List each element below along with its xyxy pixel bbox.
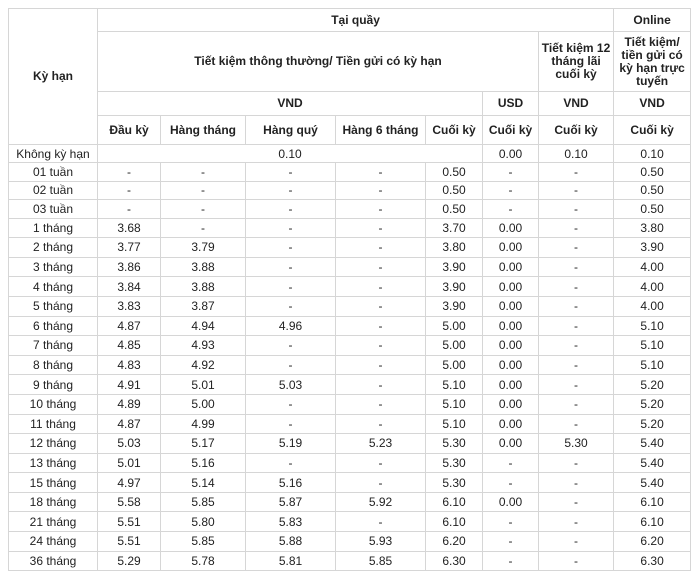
rate-cell: 5.93 [336, 532, 426, 552]
rate-cell: 5.30 [426, 473, 483, 493]
term-label: 4 tháng [9, 277, 98, 297]
rate-cell: - [539, 200, 614, 218]
rate-cell: - [539, 238, 614, 258]
rate-cell: - [483, 512, 539, 532]
rate-cell: - [539, 453, 614, 473]
table-row [9, 512, 691, 532]
table-row [9, 394, 691, 414]
rate-cell: - [539, 163, 614, 181]
table-row [9, 532, 691, 552]
interest-rate-table [8, 8, 691, 571]
rate-cell: 4.00 [614, 257, 691, 277]
rate-cell: 0.00 [483, 336, 539, 356]
rate-cell: 0.50 [426, 181, 483, 199]
rate-cell: 0.50 [614, 163, 691, 181]
rate-cell: 5.10 [614, 336, 691, 356]
table-row [9, 200, 691, 218]
term-label: 8 tháng [9, 355, 98, 375]
rate-cell: 0.10 [614, 145, 691, 163]
usd-currency-header: USD [483, 92, 539, 116]
rate-cell: 0.00 [483, 238, 539, 258]
rate-cell: - [336, 336, 426, 356]
rate-cell: - [336, 473, 426, 493]
rate-cell: 5.00 [426, 336, 483, 356]
col-header-cuoi-ky-usd: Cuối kỳ [483, 116, 539, 145]
term-label: 7 tháng [9, 336, 98, 356]
rate-cell: 0.10 [98, 145, 483, 163]
rate-cell: - [539, 492, 614, 512]
term-label: 3 tháng [9, 257, 98, 277]
rate-cell: 5.92 [336, 492, 426, 512]
term-label: 18 tháng [9, 492, 98, 512]
table-row [9, 355, 691, 375]
rate-cell: - [246, 296, 336, 316]
term-label: 21 tháng [9, 512, 98, 532]
rate-cell: 0.00 [483, 394, 539, 414]
rate-cell: - [246, 336, 336, 356]
col-header-hang-6-thang: Hàng 6 tháng [336, 116, 426, 145]
rate-cell: 4.93 [161, 336, 246, 356]
table-row [9, 473, 691, 493]
term-label: 10 tháng [9, 394, 98, 414]
rate-cell: - [246, 355, 336, 375]
savings-12m-header: Tiết kiệm 12 tháng lãi cuối kỳ [539, 32, 614, 92]
rate-cell: - [539, 296, 614, 316]
rate-cell: 5.16 [246, 473, 336, 493]
rate-cell: 4.87 [98, 414, 161, 434]
rate-cell: 3.86 [98, 257, 161, 277]
rate-cell: 6.30 [614, 551, 691, 571]
table-row [9, 257, 691, 277]
rate-cell: - [539, 336, 614, 356]
rate-cell: - [246, 257, 336, 277]
rate-cell: - [336, 316, 426, 336]
rate-cell: - [161, 200, 246, 218]
term-label: 1 tháng [9, 218, 98, 238]
rate-cell: 0.00 [483, 218, 539, 238]
rate-cell: 5.10 [426, 375, 483, 395]
rate-cell: 5.00 [426, 316, 483, 336]
rate-cell: - [336, 163, 426, 181]
table-row [9, 434, 691, 454]
rate-cell: - [539, 414, 614, 434]
rate-cell: 0.00 [483, 296, 539, 316]
rate-cell: - [336, 238, 426, 258]
rate-cell: - [539, 532, 614, 552]
table-row [9, 336, 691, 356]
rate-cell: 5.85 [336, 551, 426, 571]
rate-cell: 0.00 [483, 277, 539, 297]
rate-cell: - [336, 296, 426, 316]
rate-cell: 0.50 [614, 200, 691, 218]
rate-cell: - [246, 238, 336, 258]
rate-cell: - [246, 394, 336, 414]
rate-cell: 6.20 [614, 532, 691, 552]
rate-cell: - [336, 277, 426, 297]
rate-cell: 5.16 [161, 453, 246, 473]
rate-cell: 6.10 [426, 492, 483, 512]
rate-cell: 0.50 [426, 200, 483, 218]
rate-cell: 0.00 [483, 492, 539, 512]
term-label: 02 tuần [9, 181, 98, 199]
rate-cell: 3.79 [161, 238, 246, 258]
col-header-cuoi-ky-12m: Cuối kỳ [539, 116, 614, 145]
rate-cell: 5.10 [426, 414, 483, 434]
rate-cell: - [483, 473, 539, 493]
rate-cell: - [246, 200, 336, 218]
rate-cell: 4.99 [161, 414, 246, 434]
rate-cell: - [336, 218, 426, 238]
rate-cell: - [336, 512, 426, 532]
term-label: 5 tháng [9, 296, 98, 316]
rate-cell: - [336, 355, 426, 375]
rate-cell: - [246, 414, 336, 434]
rate-cell: 5.00 [426, 355, 483, 375]
rate-cell: - [539, 473, 614, 493]
rate-cell: - [539, 181, 614, 199]
col-header-cuoi-ky-online: Cuối kỳ [614, 116, 691, 145]
rate-cell: - [539, 277, 614, 297]
table-row [9, 181, 691, 199]
online-header: Online [614, 9, 691, 32]
rate-cell: 3.90 [426, 296, 483, 316]
term-header: Kỳ hạn [9, 9, 98, 145]
rate-cell: 5.85 [161, 532, 246, 552]
rate-cell: 4.97 [98, 473, 161, 493]
rate-cell: 3.90 [614, 238, 691, 258]
term-label: Không kỳ hạn [9, 145, 98, 163]
rate-cell: 5.81 [246, 551, 336, 571]
rate-cell: 3.84 [98, 277, 161, 297]
rate-cell: - [539, 257, 614, 277]
rate-cell: 4.91 [98, 375, 161, 395]
rate-cell: 0.00 [483, 316, 539, 336]
rate-cell: 5.10 [426, 394, 483, 414]
rate-cell: 5.40 [614, 434, 691, 454]
online-savings-header: Tiết kiệm/ tiền gửi có kỳ hạn trực tuyến [614, 32, 691, 92]
rate-cell: 4.00 [614, 296, 691, 316]
term-label: 13 tháng [9, 453, 98, 473]
rate-cell: 5.03 [98, 434, 161, 454]
rate-cell: 5.20 [614, 394, 691, 414]
col-header-hang-thang: Hàng tháng [161, 116, 246, 145]
rate-cell: 0.00 [483, 145, 539, 163]
col-header-dau-ky: Đầu kỳ [98, 116, 161, 145]
rate-cell: - [539, 375, 614, 395]
rate-cell: 0.00 [483, 414, 539, 434]
rate-cell: 3.88 [161, 277, 246, 297]
rate-cell: 4.85 [98, 336, 161, 356]
rate-cell: 5.78 [161, 551, 246, 571]
rate-cell: 4.94 [161, 316, 246, 336]
rate-cell: 5.40 [614, 473, 691, 493]
rate-cell: 5.23 [336, 434, 426, 454]
rate-cell: 5.83 [246, 512, 336, 532]
rate-cell: - [539, 512, 614, 532]
term-label: 2 tháng [9, 238, 98, 258]
rate-cell: - [336, 394, 426, 414]
rate-cell: 5.03 [246, 375, 336, 395]
rate-cell: 6.10 [614, 492, 691, 512]
rate-cell: - [336, 257, 426, 277]
term-label: 11 tháng [9, 414, 98, 434]
term-label: 12 tháng [9, 434, 98, 454]
rate-cell: 3.77 [98, 238, 161, 258]
regular-savings-header: Tiết kiệm thông thường/ Tiền gửi có kỳ hạn [98, 32, 539, 92]
rate-cell: - [483, 181, 539, 199]
rate-cell: 5.51 [98, 532, 161, 552]
term-label: 6 tháng [9, 316, 98, 336]
rate-cell: 4.96 [246, 316, 336, 336]
table-row [9, 414, 691, 434]
vnd-12m-currency-header: VND [539, 92, 614, 116]
table-row [9, 163, 691, 181]
rate-cell: 4.89 [98, 394, 161, 414]
table-row-no-term [9, 145, 691, 163]
rate-cell: - [539, 394, 614, 414]
rate-cell: 5.85 [161, 492, 246, 512]
rate-cell: 4.83 [98, 355, 161, 375]
rate-cell: - [161, 163, 246, 181]
rate-cell: 0.50 [426, 163, 483, 181]
rate-cell: 5.01 [161, 375, 246, 395]
rate-cell: 4.92 [161, 355, 246, 375]
rate-cell: 3.90 [426, 277, 483, 297]
vnd-online-currency-header: VND [614, 92, 691, 116]
rate-cell: 3.83 [98, 296, 161, 316]
rate-cell: 5.20 [614, 414, 691, 434]
table-row [9, 218, 691, 238]
table-row [9, 453, 691, 473]
rate-cell: 5.10 [614, 316, 691, 336]
rate-cell: 3.68 [98, 218, 161, 238]
rate-cell: - [539, 218, 614, 238]
rate-cell: 3.80 [614, 218, 691, 238]
rate-cell: 6.10 [614, 512, 691, 532]
rate-cell: - [336, 200, 426, 218]
rate-cell: 5.30 [426, 434, 483, 454]
rate-cell: 5.88 [246, 532, 336, 552]
rate-cell: 5.87 [246, 492, 336, 512]
rate-cell: - [539, 551, 614, 571]
rate-cell: 0.00 [483, 375, 539, 395]
rate-cell: - [539, 316, 614, 336]
rate-cell: - [246, 453, 336, 473]
table-row [9, 492, 691, 512]
rate-cell: 5.17 [161, 434, 246, 454]
rate-cell: 6.10 [426, 512, 483, 532]
rate-cell: - [336, 181, 426, 199]
table-row [9, 277, 691, 297]
rate-cell: 0.50 [614, 181, 691, 199]
rate-cell: - [539, 355, 614, 375]
rate-cell: 5.40 [614, 453, 691, 473]
rate-cell: 5.01 [98, 453, 161, 473]
col-header-cuoi-ky-vnd: Cuối kỳ [426, 116, 483, 145]
term-label: 24 tháng [9, 532, 98, 552]
rate-cell: 3.70 [426, 218, 483, 238]
rate-cell: 6.30 [426, 551, 483, 571]
rate-cell: 3.80 [426, 238, 483, 258]
term-label: 9 tháng [9, 375, 98, 395]
rate-cell: - [161, 218, 246, 238]
rate-cell: - [246, 218, 336, 238]
rate-cell: 0.00 [483, 355, 539, 375]
rate-cell: 3.90 [426, 257, 483, 277]
rate-cell: - [161, 181, 246, 199]
rate-cell: - [483, 453, 539, 473]
rate-cell: 0.00 [483, 257, 539, 277]
rate-cell: - [246, 181, 336, 199]
rate-cell: 5.19 [246, 434, 336, 454]
table-row [9, 551, 691, 571]
rate-cell: - [336, 375, 426, 395]
rate-cell: 5.51 [98, 512, 161, 532]
rate-cell: 5.20 [614, 375, 691, 395]
rate-cell: - [98, 181, 161, 199]
rate-cell: - [483, 163, 539, 181]
rate-cell: 0.10 [539, 145, 614, 163]
rate-cell: - [98, 163, 161, 181]
rate-cell: 6.20 [426, 532, 483, 552]
rate-cell: 4.87 [98, 316, 161, 336]
rate-cell: 0.00 [483, 434, 539, 454]
rate-cell: - [483, 551, 539, 571]
term-label: 03 tuần [9, 200, 98, 218]
term-label: 36 tháng [9, 551, 98, 571]
rate-cell: 3.88 [161, 257, 246, 277]
rate-cell: 5.00 [161, 394, 246, 414]
rate-cell: 5.29 [98, 551, 161, 571]
rate-cell: 4.00 [614, 277, 691, 297]
table-row [9, 375, 691, 395]
rate-cell: - [98, 200, 161, 218]
rate-cell: 5.30 [539, 434, 614, 454]
table-row [9, 316, 691, 336]
rate-cell: - [246, 163, 336, 181]
counter-header: Tại quầy [98, 9, 614, 32]
rate-cell: 5.58 [98, 492, 161, 512]
rate-cell: 3.87 [161, 296, 246, 316]
table-row [9, 238, 691, 258]
term-label: 01 tuần [9, 163, 98, 181]
col-header-hang-quy: Hàng quý [246, 116, 336, 145]
rate-cell: - [483, 532, 539, 552]
rate-cell: 5.80 [161, 512, 246, 532]
table-row [9, 296, 691, 316]
rate-cell: - [246, 277, 336, 297]
rate-cell: 5.10 [614, 355, 691, 375]
vnd-currency-header: VND [98, 92, 483, 116]
rate-cell: - [336, 453, 426, 473]
rate-cell: - [336, 414, 426, 434]
rate-cell: - [483, 200, 539, 218]
rate-cell: 5.14 [161, 473, 246, 493]
term-label: 15 tháng [9, 473, 98, 493]
rate-cell: 5.30 [426, 453, 483, 473]
